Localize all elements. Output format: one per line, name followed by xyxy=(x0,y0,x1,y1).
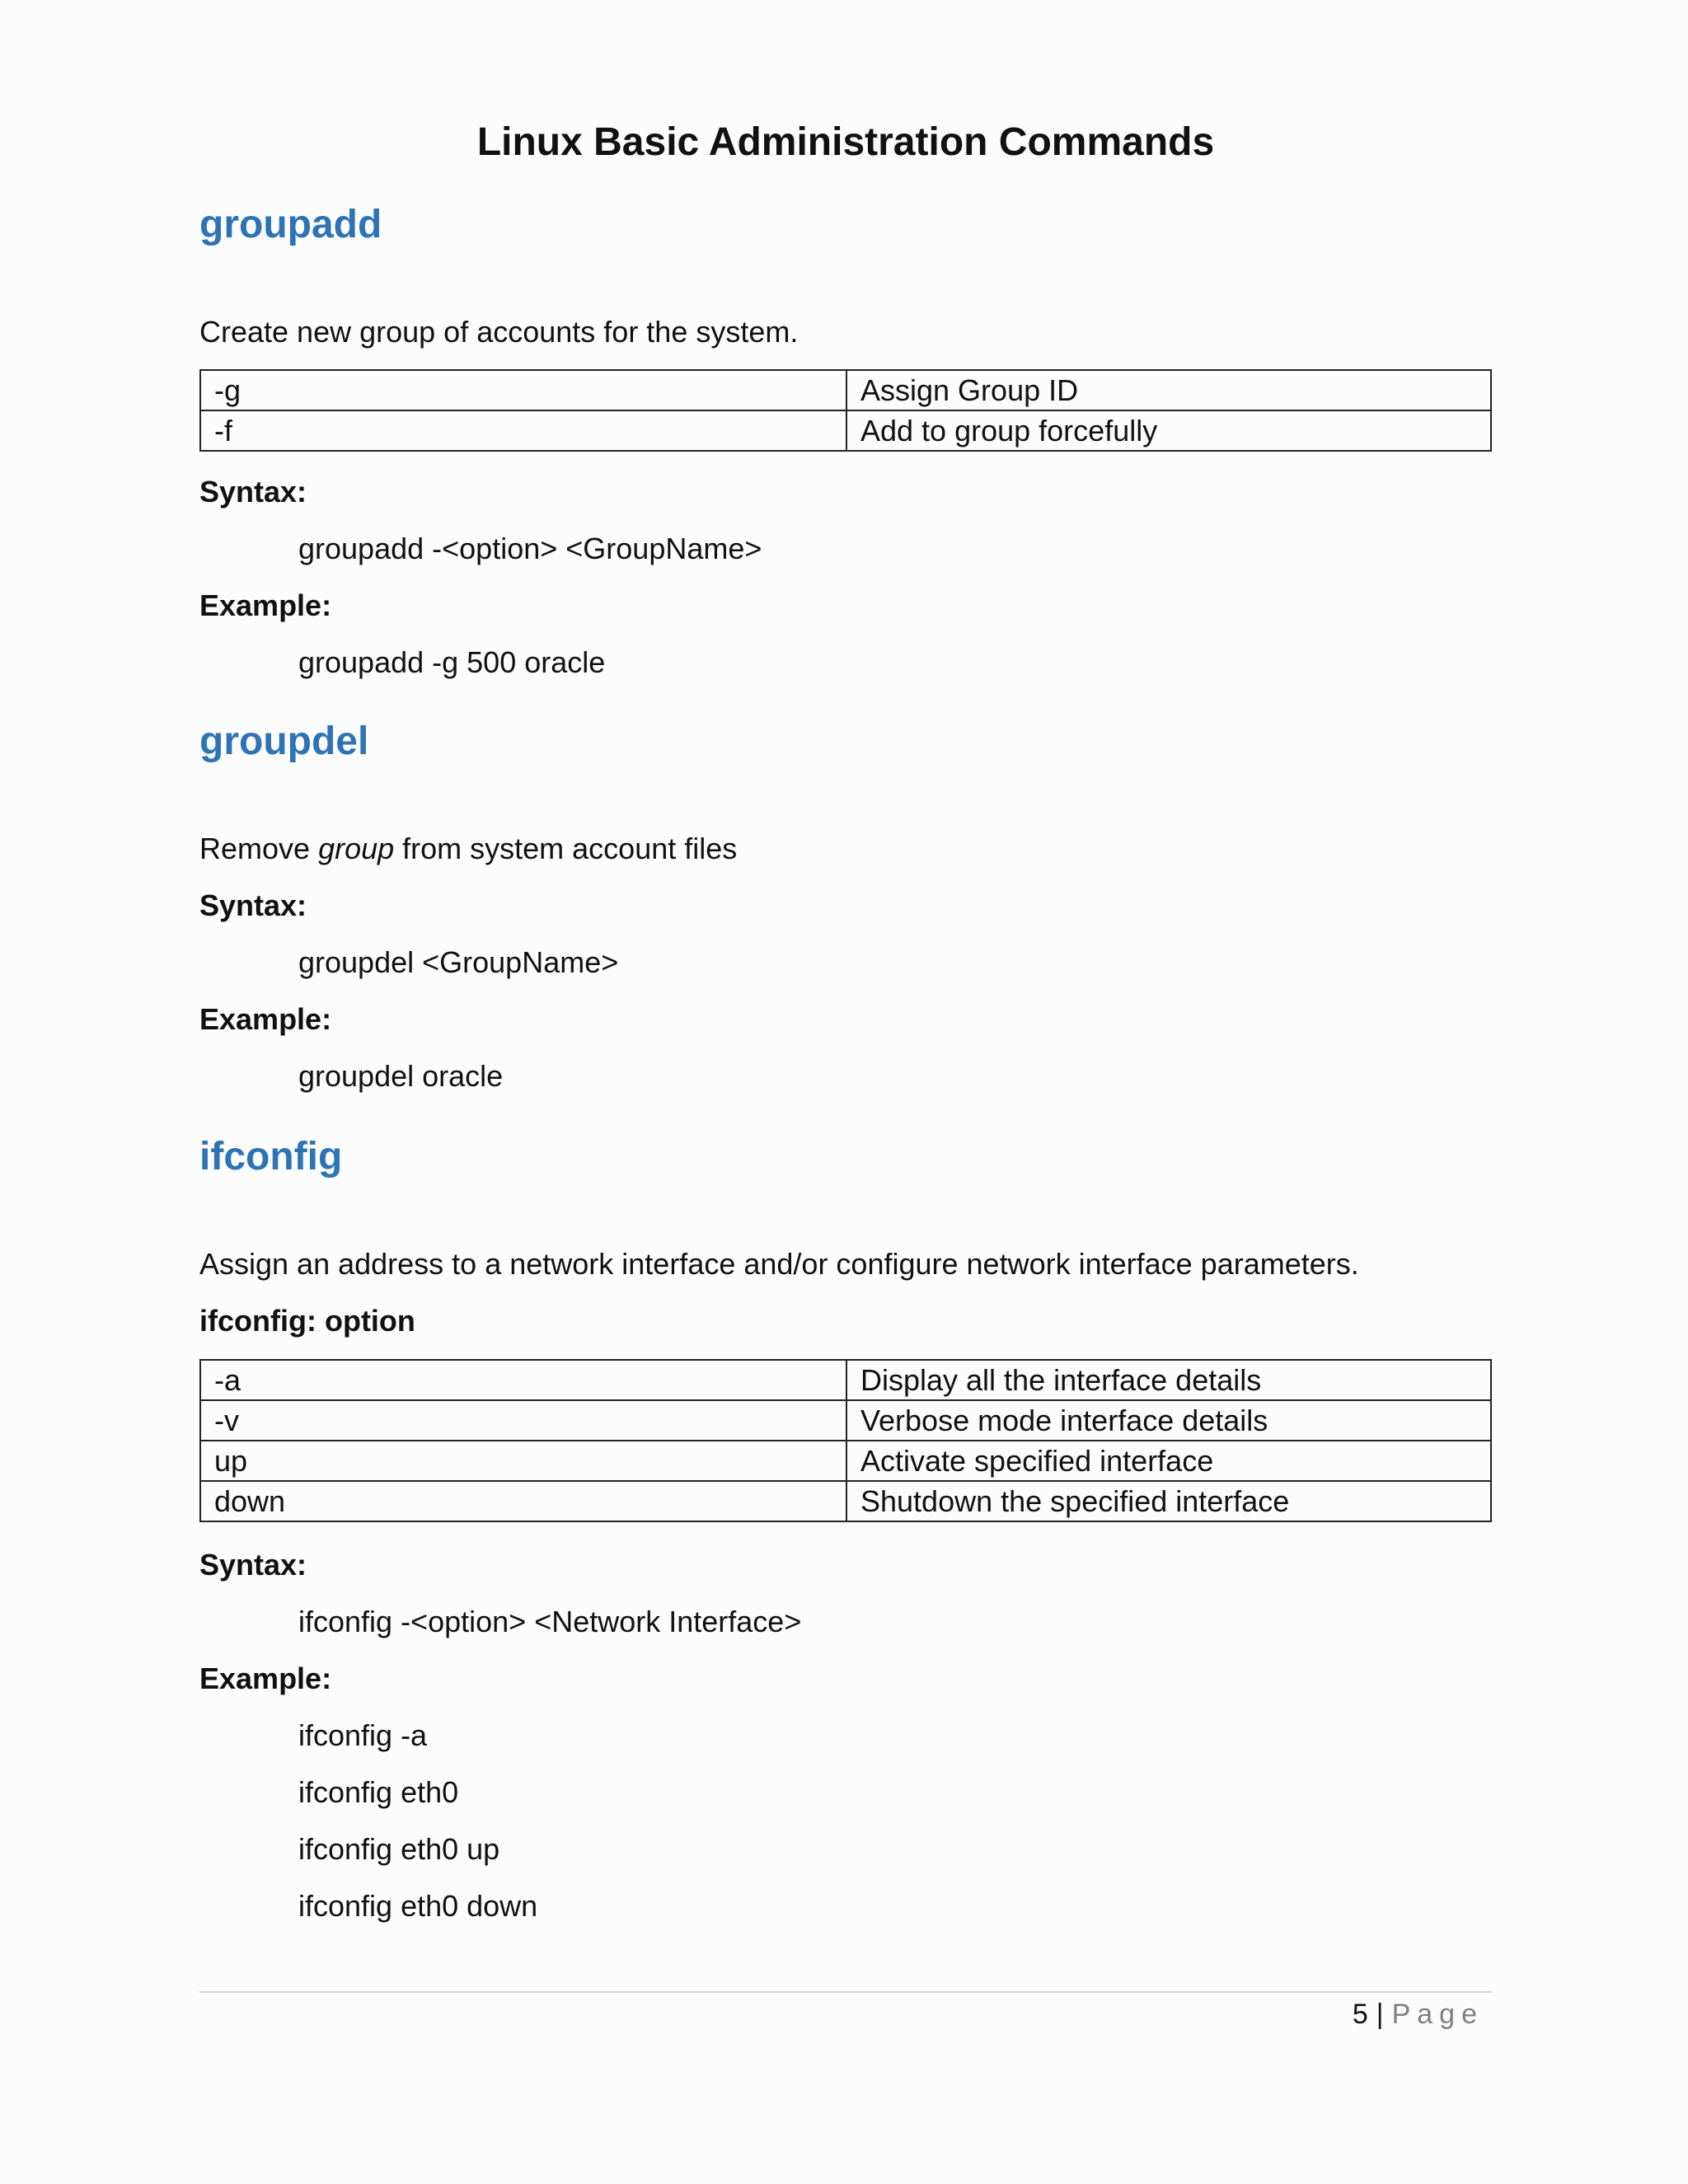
ifconfig-example: ifconfig eth0 xyxy=(298,1775,459,1809)
ifconfig-example: ifconfig eth0 down xyxy=(298,1889,538,1923)
groupadd-options-table xyxy=(199,369,1492,452)
option-cell: down xyxy=(200,1481,846,1521)
option-cell: up xyxy=(200,1441,846,1481)
document-page xyxy=(199,0,1492,2184)
groupdel-description xyxy=(199,830,737,868)
groupdel-description-emphasis: group xyxy=(318,832,395,865)
section-heading-ifconfig: ifconfig xyxy=(199,1135,343,1179)
table-row xyxy=(200,1360,1491,1400)
ifconfig-example: ifconfig eth0 up xyxy=(298,1832,500,1866)
table-row xyxy=(200,410,1491,451)
footer-divider xyxy=(199,1991,1492,1993)
document-title: Linux Basic Administration Commands xyxy=(476,120,1215,164)
table-row xyxy=(200,1481,1491,1521)
ifconfig-options-table xyxy=(199,1359,1492,1522)
groupdel-example: groupdel oracle xyxy=(298,1059,504,1093)
section-heading-groupdel: groupdel xyxy=(199,719,369,763)
table-row xyxy=(200,1441,1491,1481)
option-description-cell: Display all the interface details xyxy=(846,1360,1491,1400)
ifconfig-syntax: ifconfig -<option> <Network Interface> xyxy=(298,1605,802,1638)
groupadd-example-label: Example: xyxy=(199,588,332,622)
ifconfig-description: Assign an address to a network interface and/or configure network interface parameters. xyxy=(199,1247,1359,1281)
option-cell: -a xyxy=(200,1360,846,1400)
ifconfig-syntax-label: Syntax: xyxy=(199,1548,307,1582)
page-number: 5 xyxy=(1352,1999,1368,2030)
table-row xyxy=(200,1400,1491,1441)
groupadd-description: Create new group of accounts for the system. xyxy=(199,315,799,349)
option-description-cell: Verbose mode interface details xyxy=(846,1400,1491,1441)
groupadd-syntax-label: Syntax: xyxy=(199,475,307,509)
option-description-cell: Shutdown the specified interface xyxy=(846,1481,1491,1521)
option-cell: -f xyxy=(200,410,846,451)
groupdel-syntax: groupdel <GroupName> xyxy=(298,945,619,979)
section-heading-groupadd: groupadd xyxy=(199,203,382,246)
table-row xyxy=(200,370,1491,410)
groupdel-description-after: from system account files xyxy=(394,832,738,865)
ifconfig-example-label: Example: xyxy=(199,1661,332,1695)
footer-separator: | xyxy=(1376,1999,1384,2030)
page-label: Page xyxy=(1391,1999,1484,2030)
groupadd-example: groupadd -g 500 oracle xyxy=(298,645,606,679)
groupdel-description-before: Remove xyxy=(199,832,319,865)
groupdel-syntax-label: Syntax: xyxy=(199,888,307,922)
groupdel-example-label: Example: xyxy=(199,1002,332,1036)
ifconfig-example: ifconfig -a xyxy=(298,1718,428,1752)
option-description-cell: Add to group forcefully xyxy=(846,410,1491,451)
option-cell: -g xyxy=(200,370,846,410)
groupadd-syntax: groupadd -<option> <GroupName> xyxy=(298,532,762,565)
option-description-cell: Activate specified interface xyxy=(846,1441,1491,1481)
option-cell: -v xyxy=(200,1400,846,1441)
option-description-cell: Assign Group ID xyxy=(846,370,1491,410)
page-footer xyxy=(1353,1996,1484,2032)
ifconfig-option-label: ifconfig: option xyxy=(199,1304,415,1338)
